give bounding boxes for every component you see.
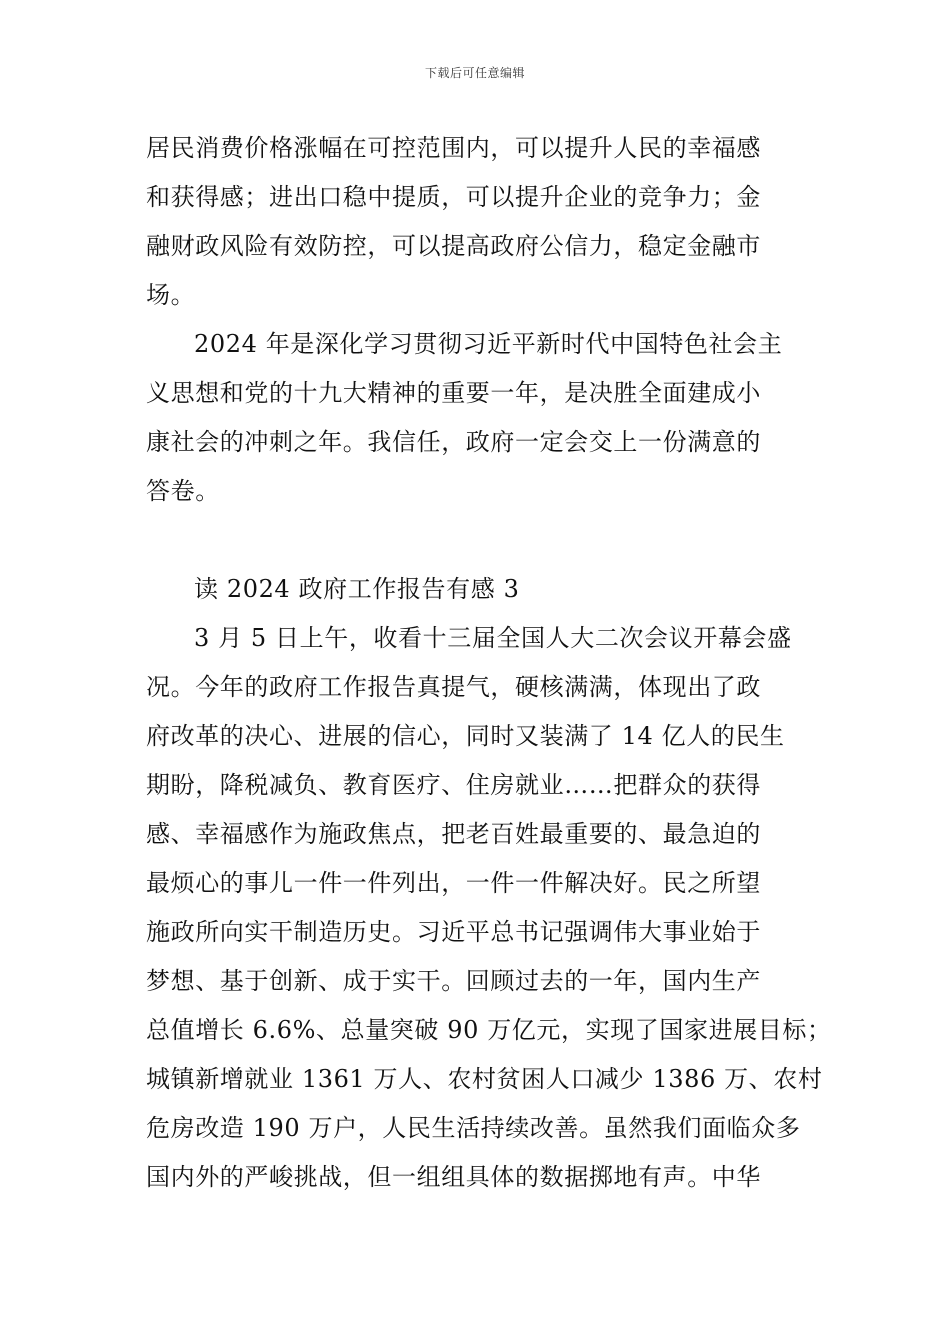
text-line: 城镇新增就业 1361 万人、农村贫困人口减少 1386 万、农村 [146, 1065, 823, 1093]
text-line: 总值增长 6.6%、总量突破 90 万亿元，实现了国家进展目标； [146, 1016, 832, 1044]
section-spacer [146, 516, 808, 565]
text-line: 况。今年的政府工作报告真提气，硬核满满，体现出了政 [146, 673, 761, 701]
paragraph-continued [146, 124, 808, 320]
text-line: 最烦心的事儿一件一件列出，一件一件解决好。民之所望 [146, 869, 761, 897]
text-line: 3 月 5 日上午，收看十三届全国人大二次会议开幕会盛 [194, 624, 792, 652]
text-line: 施政所向实干制造历史。习近平总书记强调伟大事业始于 [146, 918, 761, 946]
text-line: 感、幸福感作为施政焦点，把老百姓最重要的、最急迫的 [146, 820, 761, 848]
text-line: 梦想、基于创新、成于实干。回顾过去的一年，国内生产 [146, 967, 761, 995]
text-line: 融财政风险有效防控，可以提高政府公信力，稳定金融市 [146, 232, 761, 260]
text-line: 危房改造 190 万户，人民生活持续改善。虽然我们面临众多 [146, 1114, 801, 1142]
text-line: 府改革的决心、进展的信心，同时又装满了 14 亿人的民生 [146, 722, 785, 750]
text-line: 和获得感；进出口稳中提质，可以提升企业的竞争力；金 [146, 183, 761, 211]
text-line: 答卷。 [146, 477, 220, 505]
text-line: 2024 年是深化学习贯彻习近平新时代中国特色社会主 [194, 330, 783, 358]
text-line: 居民消费价格涨幅在可控范围内，可以提升人民的幸福感 [146, 134, 761, 162]
text-line: 场。 [146, 281, 196, 309]
section-paragraph [146, 614, 832, 1202]
section-title: 读 2024 政府工作报告有感 3 [194, 575, 520, 603]
text-line: 义思想和党的十九大精神的重要一年，是决胜全面建成小 [146, 379, 761, 407]
page-header: 下载后可任意编辑 [424, 66, 525, 80]
text-line: 期盼，降税减负、教育医疗、住房就业……把群众的获得 [146, 771, 761, 799]
text-line: 康社会的冲刺之年。我信任，政府一定会交上一份满意的 [146, 428, 761, 456]
text-line: 国内外的严峻挑战，但一组组具体的数据掷地有声。中华 [146, 1163, 761, 1191]
paragraph-conclusion [146, 320, 808, 516]
document-body [146, 124, 832, 1202]
